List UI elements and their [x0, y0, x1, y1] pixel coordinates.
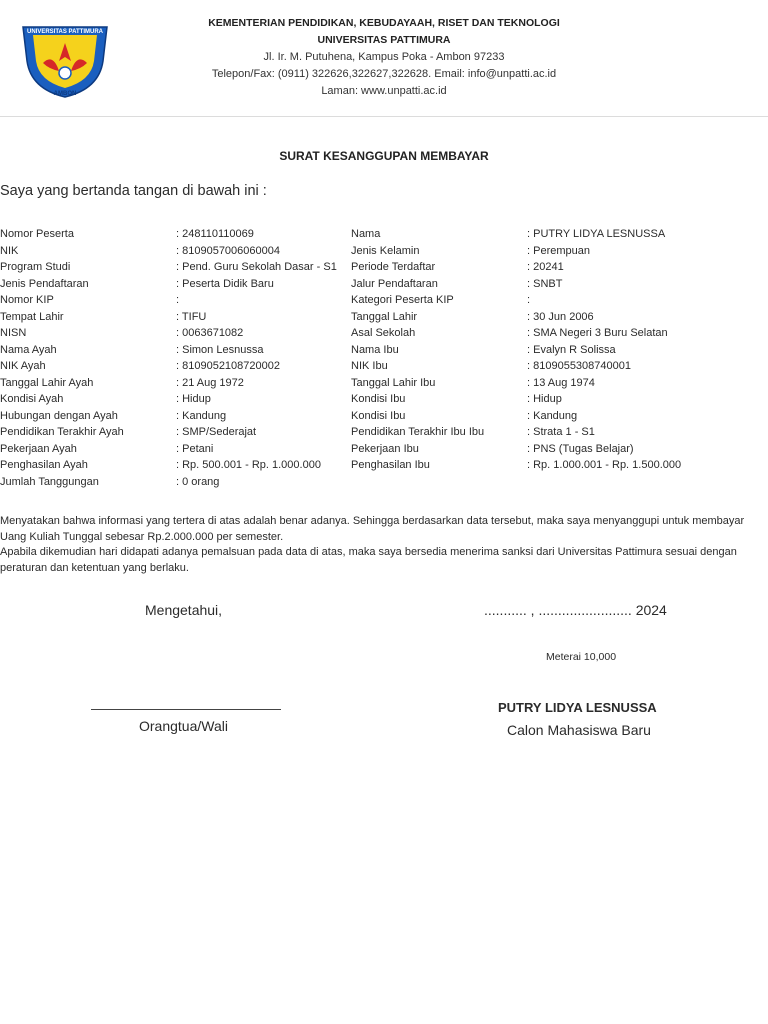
field-label: Nama Ayah	[0, 344, 57, 356]
field-value: : 248110110069	[176, 228, 254, 240]
field-label: Tempat Lahir	[0, 311, 64, 323]
stamp-label: Meterai 10,000	[546, 651, 617, 663]
field-value: :	[527, 294, 531, 306]
field-row	[0, 227, 768, 243]
university-website: Laman: www.unpatti.ac.id	[321, 85, 447, 97]
field-row	[0, 458, 768, 474]
document-title: SURAT KESANGGUPAN MEMBAYAR	[279, 149, 489, 163]
logo-text-bottom: AMBON	[53, 91, 77, 97]
field-row	[0, 475, 768, 491]
acknowledged-label: Mengetahui,	[145, 602, 223, 618]
field-value: : 8109052108720002	[176, 360, 280, 372]
field-label: Tanggal Lahir Ibu	[351, 377, 436, 389]
field-value: : Rp. 1.000.001 - Rp. 1.500.000	[527, 459, 682, 471]
field-row	[0, 293, 768, 309]
field-row	[0, 409, 768, 425]
field-label: Jumlah Tanggungan	[0, 476, 99, 488]
university-name: UNIVERSITAS PATTIMURA	[317, 34, 451, 46]
field-label: Nama Ibu	[351, 344, 399, 356]
field-value: : PNS (Tugas Belajar)	[527, 443, 634, 455]
university-address: Jl. Ir. M. Putuhena, Kampus Poka - Ambon 97233	[263, 51, 505, 63]
field-label: Jalur Pendaftaran	[351, 278, 438, 290]
field-label: Asal Sekolah	[351, 327, 416, 339]
signer-name: PUTRY LIDYA LESNUSSA	[498, 700, 657, 715]
field-value: : SMA Negeri 3 Buru Selatan	[527, 327, 668, 339]
field-row	[0, 277, 768, 293]
date-line: ........... , ........................ 2024	[484, 602, 667, 618]
field-label: Kondisi Ibu	[351, 393, 406, 405]
field-row	[0, 425, 768, 441]
header-divider	[0, 116, 768, 117]
field-label: Kategori Peserta KIP	[351, 294, 454, 306]
field-value: : Kandung	[176, 410, 227, 422]
field-value: : 20241	[527, 261, 564, 273]
guardian-label: Orangtua/Wali	[139, 718, 228, 734]
field-row	[0, 359, 768, 375]
field-label: Pendidikan Terakhir Ayah	[0, 426, 124, 438]
field-label: Pekerjaan Ayah	[0, 443, 77, 455]
field-label: Kondisi Ibu	[351, 410, 406, 422]
statement-paragraph-1: Menyatakan bahwa informasi yang tertera di atas adalah benar adanya. Sehingga berdasarkan data tersebut, maka saya menyanggupi untuk membayar Uang Kuliah Tunggal sebesar Rp.2.000.000 per semester.	[0, 515, 745, 543]
field-value: : Simon Lesnussa	[176, 344, 264, 356]
field-value: : 8109057006060004	[176, 245, 280, 257]
field-value: : Rp. 500.001 - Rp. 1.000.000	[176, 459, 321, 471]
field-label: NIK Ayah	[0, 360, 46, 372]
field-row	[0, 442, 768, 458]
field-value: : SMP/Sederajat	[176, 426, 257, 438]
field-row	[0, 244, 768, 260]
field-value: :	[176, 294, 180, 306]
field-value: : Petani	[176, 443, 214, 455]
statement-paragraph-2: Apabila dikemudian hari didapati adanya pemalsuan pada data di atas, maka saya bersedia menerima sanksi dari Universitas Pattimura sesuai dengan peraturan dan ketentuan yang berlaku.	[0, 546, 737, 574]
field-row	[0, 376, 768, 392]
university-contact: Telepon/Fax: (0911) 322626,322627,322628. Email: info@unpatti.ac.id	[211, 68, 557, 80]
field-row	[0, 326, 768, 342]
field-value: : PUTRY LIDYA LESNUSSA	[527, 228, 666, 240]
field-label: Program Studi	[0, 261, 71, 273]
ministry-name: KEMENTERIAN PENDIDIKAN, KEBUDAYAAH, RISET DAN TEKNOLOGI	[208, 17, 560, 29]
field-label: NIK Ibu	[351, 360, 388, 372]
field-row	[0, 260, 768, 276]
field-value: : Hidup	[527, 393, 562, 405]
signer-role: Calon Mahasiswa Baru	[507, 722, 651, 738]
field-label: Penghasilan Ayah	[0, 459, 88, 471]
field-value: : 30 Jun 2006	[527, 311, 594, 323]
field-label: Pendidikan Terakhir Ibu Ibu	[351, 426, 485, 438]
field-value: : 8109055308740001	[527, 360, 631, 372]
field-label: Nama	[351, 228, 381, 240]
field-row	[0, 343, 768, 359]
field-value: : 0063671082	[176, 327, 244, 339]
logo-text-top: UNIVERSITAS PATTIMURA	[27, 29, 103, 35]
guardian-signature-line	[91, 709, 281, 710]
field-value: : 0 orang	[176, 476, 220, 488]
field-label: Penghasilan Ibu	[351, 459, 430, 471]
field-label: Jenis Kelamin	[351, 245, 420, 257]
field-row	[0, 310, 768, 326]
intro-text: Saya yang bertanda tangan di bawah ini :	[0, 183, 267, 199]
field-label: NISN	[0, 327, 27, 339]
field-label: NIK	[0, 245, 19, 257]
field-value: : Evalyn R Solissa	[527, 344, 616, 356]
field-value: : TIFU	[176, 311, 207, 323]
field-label: Nomor Peserta	[0, 228, 74, 240]
field-label: Nomor KIP	[0, 294, 54, 306]
field-label: Periode Terdaftar	[351, 261, 436, 273]
field-value: : Pend. Guru Sekolah Dasar - S1	[176, 261, 337, 273]
university-logo	[19, 19, 111, 99]
field-value: : Strata 1 - S1	[527, 426, 595, 438]
field-row	[0, 392, 768, 408]
field-label: Jenis Pendaftaran	[0, 278, 89, 290]
field-label: Pekerjaan Ibu	[351, 443, 419, 455]
field-label: Tanggal Lahir Ayah	[0, 377, 94, 389]
field-value: : SNBT	[527, 278, 563, 290]
field-value: : 13 Aug 1974	[527, 377, 595, 389]
field-value: : Hidup	[176, 393, 211, 405]
field-label: Hubungan dengan Ayah	[0, 410, 118, 422]
field-value: : Perempuan	[527, 245, 590, 257]
field-label: Tanggal Lahir	[351, 311, 418, 323]
field-value: : Kandung	[527, 410, 578, 422]
field-value: : Peserta Didik Baru	[176, 278, 274, 290]
field-label: Kondisi Ayah	[0, 393, 64, 405]
field-value: : 21 Aug 1972	[176, 377, 244, 389]
